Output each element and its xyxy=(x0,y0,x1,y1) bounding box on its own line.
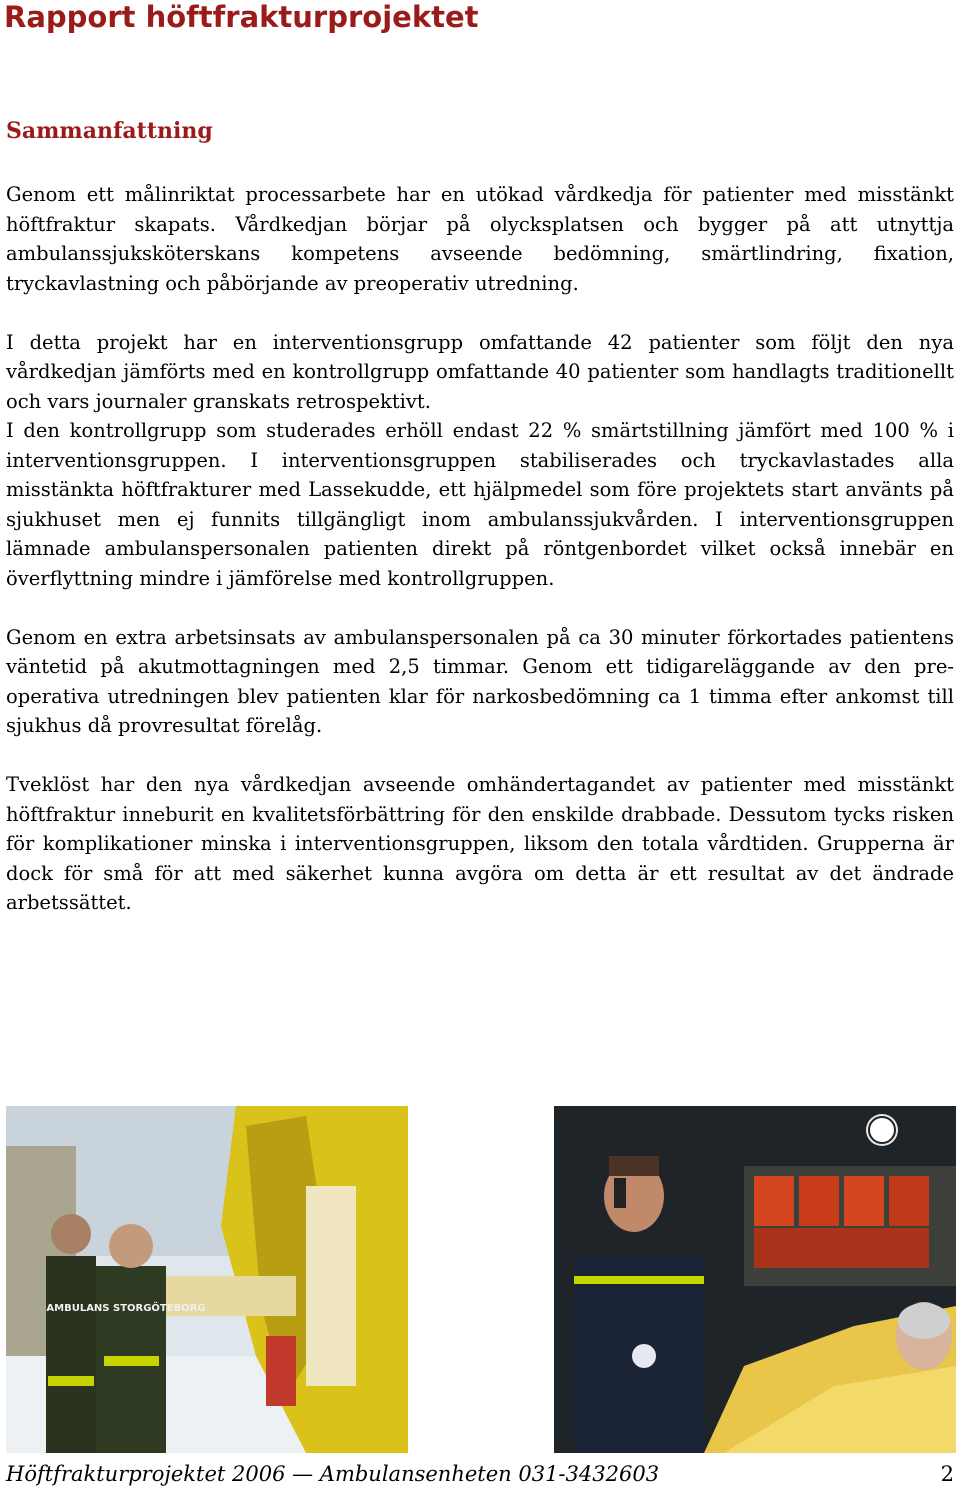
paragraph: I detta projekt har en interventionsgrupp omfattande 42 patienter som följt den nya vårdkedjan jämförts med en kontrollgrupp omfattande 40 patienter som handlagts traditionellt och vars journaler granskats retrospektivt. xyxy=(6,330,954,413)
document-title: Rapport höftfrakturprojektet xyxy=(4,0,479,34)
page-footer xyxy=(6,1460,954,1488)
paragraph: Genom ett målinriktat processarbete har en utökad vårdkedja för patienter med misstänkt höftfraktur skapats. Vårdkedjan börjar på olycksplatsen och bygger på att utnyttja ambulanssjuksköterskans kompetens avseende bedömning, smärtlindring, fixation, tryckavlastning och påbörjande av preoperativ utredning. xyxy=(6,183,954,295)
photo-ambulance-interior xyxy=(554,1106,956,1453)
page-number: 2 xyxy=(940,1462,954,1486)
paragraph: I den kontrollgrupp som studerades erhöll endast 22 % smärtstillning jämfört med 100 % i interventionsgruppen. I interventionsgruppen stabiliserades och tryckavlastades alla misstänkta höftfrakturer med Lassekudde, ett hjälpmedel som före projektets start använts på sjukhuset men ej funnits tillgängligt inom ambulanssjukvården. I interventionsgruppen lämnade ambulanspersonalen patienten direkt på röntgenbordet vilket också innebär en överflyttning mindre i jämförelse med kontrollgruppen. xyxy=(6,419,954,590)
photo-ambulance-loading-illustration xyxy=(6,1106,408,1453)
summary-body xyxy=(6,180,954,947)
paragraph: Tveklöst har den nya vårdkedjan avseende omhändertagandet av patienter med misstänkt höftfraktur inneburit en kvalitetsförbättring för den enskilde drabbade. Dessutom tycks risken för komplikationer minska i interventionsgruppen, liksom den totala vårdtiden. Grupperna är dock för små för att med säkerhet kunna avgöra om detta är ett resultat av det ändrade arbetssättet. xyxy=(6,773,954,914)
footer-text: Höftfrakturprojektet 2006 — Ambulansenheten 031-3432603 xyxy=(6,1462,660,1486)
section-heading: Sammanfattning xyxy=(6,118,213,144)
ambulance-uniform-text: AMBULANS STORGÖTEBORG xyxy=(46,1303,206,1314)
photo-ambulance-loading xyxy=(6,1106,408,1453)
paragraph: Genom en extra arbetsinsats av ambulanspersonalen på ca 30 minuter förkortades patientens väntetid på akutmottagningen med 2,5 timmar. Genom ett tidigareläggande av den pre-operativa utredningen blev patienten klar för narkosbedömning ca 1 timma efter ankomst till sjukhus då provresultat förelåg. xyxy=(6,625,954,737)
photo-ambulance-interior-illustration xyxy=(554,1106,956,1453)
